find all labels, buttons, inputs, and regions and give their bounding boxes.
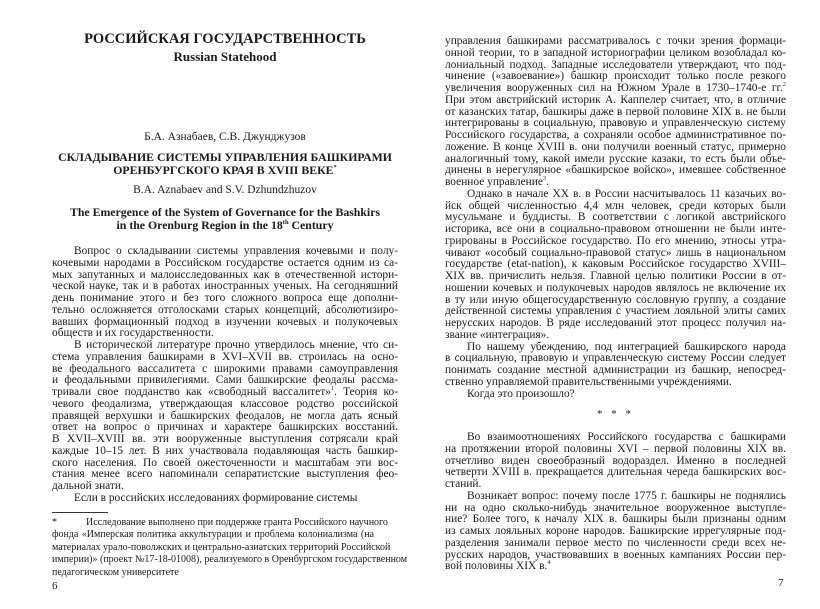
text-line: В исторической литературе прочно утвердилось мнение, что си- — [74, 339, 398, 351]
text-line: русских народов, участвовавших в военных кампаниях России пер- — [445, 548, 786, 561]
text-line: стания менее всего напоминали сепаратистские выступления фео- — [52, 468, 398, 481]
text-line: Во взаимоотношениях Российского государства с башкирами — [467, 431, 786, 443]
footnote-mark: * — [52, 517, 57, 528]
text-line: станий. — [445, 478, 482, 490]
line-text: вой половины XIX в. — [445, 560, 548, 573]
text-line: грированы в Российское государство. По его мнению, этносы утра- — [445, 234, 786, 247]
page-number: 6 — [52, 580, 58, 592]
text-line — [445, 83, 786, 95]
section-title: РОССИЙСКАЯ ГОСУДАРСТВЕННОСТЬ — [84, 31, 366, 47]
footnote-line: империи)» (проект №17-18-01008), реализуемого в Оренбургском государственном — [52, 554, 408, 566]
left-body-text — [52, 246, 398, 505]
text-line: В XVII–XVIII вв. эти вооруженные выступления сотрясали край — [52, 433, 398, 445]
text-line: в ту или иную общегосударственную сословную группу, а создание — [445, 293, 786, 306]
text-line: действенной системы управления с участием лояльной элиты самих — [445, 305, 786, 318]
right-body-text — [445, 36, 786, 400]
footnote-line: педагогическом университете — [52, 566, 179, 578]
text-line: По нашему убеждению, под интеграцией башкирского народа — [467, 340, 786, 353]
text-line: интегрированы в социальную, правовую и управленческую систему — [445, 117, 786, 130]
text-line: ственно управляемой правительственными учреждениями. — [445, 375, 732, 388]
footnote-ref[interactable]: 3 — [542, 175, 547, 182]
text-line: управления башкирами рассматривалось с точки зрения формаци- — [445, 35, 786, 47]
text-line: Когда это произошло? — [467, 387, 575, 400]
text-line: аналогичный тому, какой имели русские казаки, то есть были объе- — [445, 152, 786, 165]
line-text: . Теория ко- — [334, 386, 398, 398]
text-line: Однако в начале XX в. в России насчитывалось 11 казачьих во- — [467, 187, 786, 200]
footnote-ref[interactable]: 2 — [782, 81, 786, 88]
text-line: стема управления башкирами в XVI–XVII вв. строилась на осно- — [52, 350, 398, 363]
text-line: разделения занимали первое место по численности среди всех не- — [445, 536, 786, 549]
text-line: мых запутанных и малоисследованных как в отечественной истори- — [52, 268, 398, 281]
text-line: Если в российских исследованиях формирование системы — [74, 491, 358, 504]
text-line: XIX вв. причислить нельзя. Главной целью политики России в от- — [445, 270, 786, 282]
footnote — [52, 517, 408, 579]
footnote-mark[interactable]: * — [333, 164, 337, 171]
authors-en: B.A. Aznabaev and S.V. Dzhundzhuzov — [133, 184, 317, 196]
text-line: вавших формационный подход в изучении кочевых и полукочевых — [52, 315, 398, 328]
footnote-text: Исследование выполнено при поддержке гранта Российского научного — [86, 517, 388, 528]
footnote-line: материалах урало-поволжских и центрально-азиатских территорий Российской — [52, 541, 391, 553]
right-body-text-2 — [445, 432, 786, 573]
text-line: нерусских народов. В ряде исследований этот процесс получил на- — [445, 317, 786, 329]
section-separator: * * * — [597, 408, 634, 420]
text-line: дальной знати. — [52, 480, 124, 492]
text-line: кочевыми народами в Российском государстве остается одним из са- — [52, 256, 398, 269]
footnote-divider — [52, 512, 108, 513]
title-en-sup: th — [282, 219, 289, 226]
text-line: ложение. В конце XVIII в. они получили военный статус, примерно — [445, 140, 786, 153]
title-en-text: in the Orenburg Region in the 18 — [116, 218, 283, 232]
text-line: Возникает вопрос: почему после 1775 г. башкиры не поднялись — [467, 489, 786, 502]
text-line: Российского государства, а сохраняли особое административное по- — [445, 129, 786, 141]
text-line: онной теории, то в западной историографии целиком возобладал ко- — [445, 46, 786, 59]
text-line: ского населения. По своей ожесточенности и масштабам эти вос- — [52, 456, 398, 469]
text-line: от казанских татар, башкиры даже в первой половине XIX в. не были — [445, 105, 786, 118]
text-line: ве феодального вассалитета с широкими правами самоуправления — [52, 362, 398, 375]
text-line — [52, 387, 398, 399]
authors-ru: Б.А. Азнабаев, С.В. Джунджузов — [144, 131, 306, 143]
text-line: и феодальными привилегиями. Сами башкирские феодалы рассма- — [52, 374, 398, 387]
article-title-ru-line2 — [52, 163, 398, 178]
text-line: звание «интеграция». — [445, 328, 550, 341]
text-line — [445, 177, 786, 189]
footnote-line: фонда «Имперская политика аккультурации и проблема колониализма (на — [52, 529, 374, 541]
line-text: военное управление — [445, 176, 543, 188]
right-page — [410, 0, 820, 609]
page-number: 7 — [778, 577, 784, 589]
text-line: из самых лояльных короне народов. Башкирские иррегулярные под- — [445, 525, 786, 537]
text-line: отчетливо виден своеобразный водораздел. Именно в последней — [445, 454, 786, 467]
text-line: тельно осложняется отголосками старых концепций, абсолютизиро- — [52, 303, 398, 316]
line-text: . — [546, 176, 549, 188]
text-line: четверти XVIII в. прекращается длительная череда башкирских вос- — [445, 466, 786, 479]
footnote-ref[interactable]: 4 — [547, 559, 551, 567]
text-line: понимать создание местной администрации из башкир, непосред- — [445, 364, 786, 376]
text-line: обществ и их государственности. — [52, 327, 214, 340]
text-line: историка, все они в социально-правовом отношении не были инте- — [445, 223, 786, 235]
text-line: чевого феодализма, утверждающая классовое родство российской — [52, 397, 398, 410]
text-line: каждые 10–15 лет. В них участвовала подавляющая часть башкир- — [52, 444, 398, 457]
text-line: мусульмане и буддисты. В соответствии с логикой австрийского — [445, 211, 786, 224]
line-text: увеличения вооруженных сил на Южном Урале в 1730–1740-е гг. — [445, 82, 783, 94]
article-title-en-line1: The Emergence of the System of Governance for the Bashkirs — [69, 205, 381, 219]
text-line: Вопрос о складывании системы управления кочевыми и полу- — [74, 245, 398, 257]
article-title-en-line2 — [52, 218, 398, 233]
text-line: йск общей численностью 4,4 млн человек, среди которых были — [445, 199, 786, 212]
text-line: динены в нерегулярное «башкирское войско», имевшее собственное — [445, 164, 786, 177]
text-line: лониальный подход. Западные исследователи утверждают, что под- — [445, 58, 786, 71]
text-line: в социальную, правовую и управленческую систему России следует — [445, 352, 786, 365]
text-line: При этом австрийский историк А. Каппелер считает, что, в отличие — [445, 93, 786, 106]
text-line: ческой науке, так и в работах иностранных ученых. На сегодняшний — [52, 280, 398, 293]
footnote-line — [52, 517, 388, 529]
footnote-ref[interactable]: 1 — [330, 385, 335, 392]
text-line: государстве (etat-nation), к каковым Российское государство XVIII– — [445, 258, 786, 271]
text-line: правящей верхушки и башкирских феодалов, не могла дать ясный — [52, 409, 398, 422]
text-line: ношении кочевых и полукочевых народов являлось не включение их — [445, 281, 786, 294]
article-title-ru-line1: СКЛАДЫВАНИЕ СИСТЕМЫ УПРАВЛЕНИЯ БАШКИРАМИ — [58, 150, 392, 164]
text-line: ответ на вопрос о причинах и характере башкирских восстаний. — [52, 421, 398, 434]
text-line: чивают «особый социально-правовой статус» лишь в национальном — [445, 246, 786, 259]
text-line: на протяжении второй половины XVI – первой половины XIX вв. — [445, 442, 786, 455]
section-subtitle: Russian Statehood — [173, 49, 277, 64]
article-title-ru-text: ОРЕНБУРГСКОГО КРАЯ В XVIII ВЕКЕ — [113, 163, 334, 177]
text-line: день понимание этого и без того сложного вопроса еще дополни- — [52, 292, 398, 304]
text-line: чинение («завоевание») башкир происходит только после резкого — [445, 70, 786, 83]
title-en-text-end: Century — [288, 218, 334, 232]
text-line — [445, 561, 786, 573]
line-text: тривали свое подданство как «свободный вассалитет» — [52, 386, 331, 398]
text-line: ние? Более того, к началу XIX в. башкиры были признаны одним — [445, 513, 786, 526]
text-line: ни на одно сколько-нибудь значительное вооруженное выступле- — [445, 501, 786, 514]
